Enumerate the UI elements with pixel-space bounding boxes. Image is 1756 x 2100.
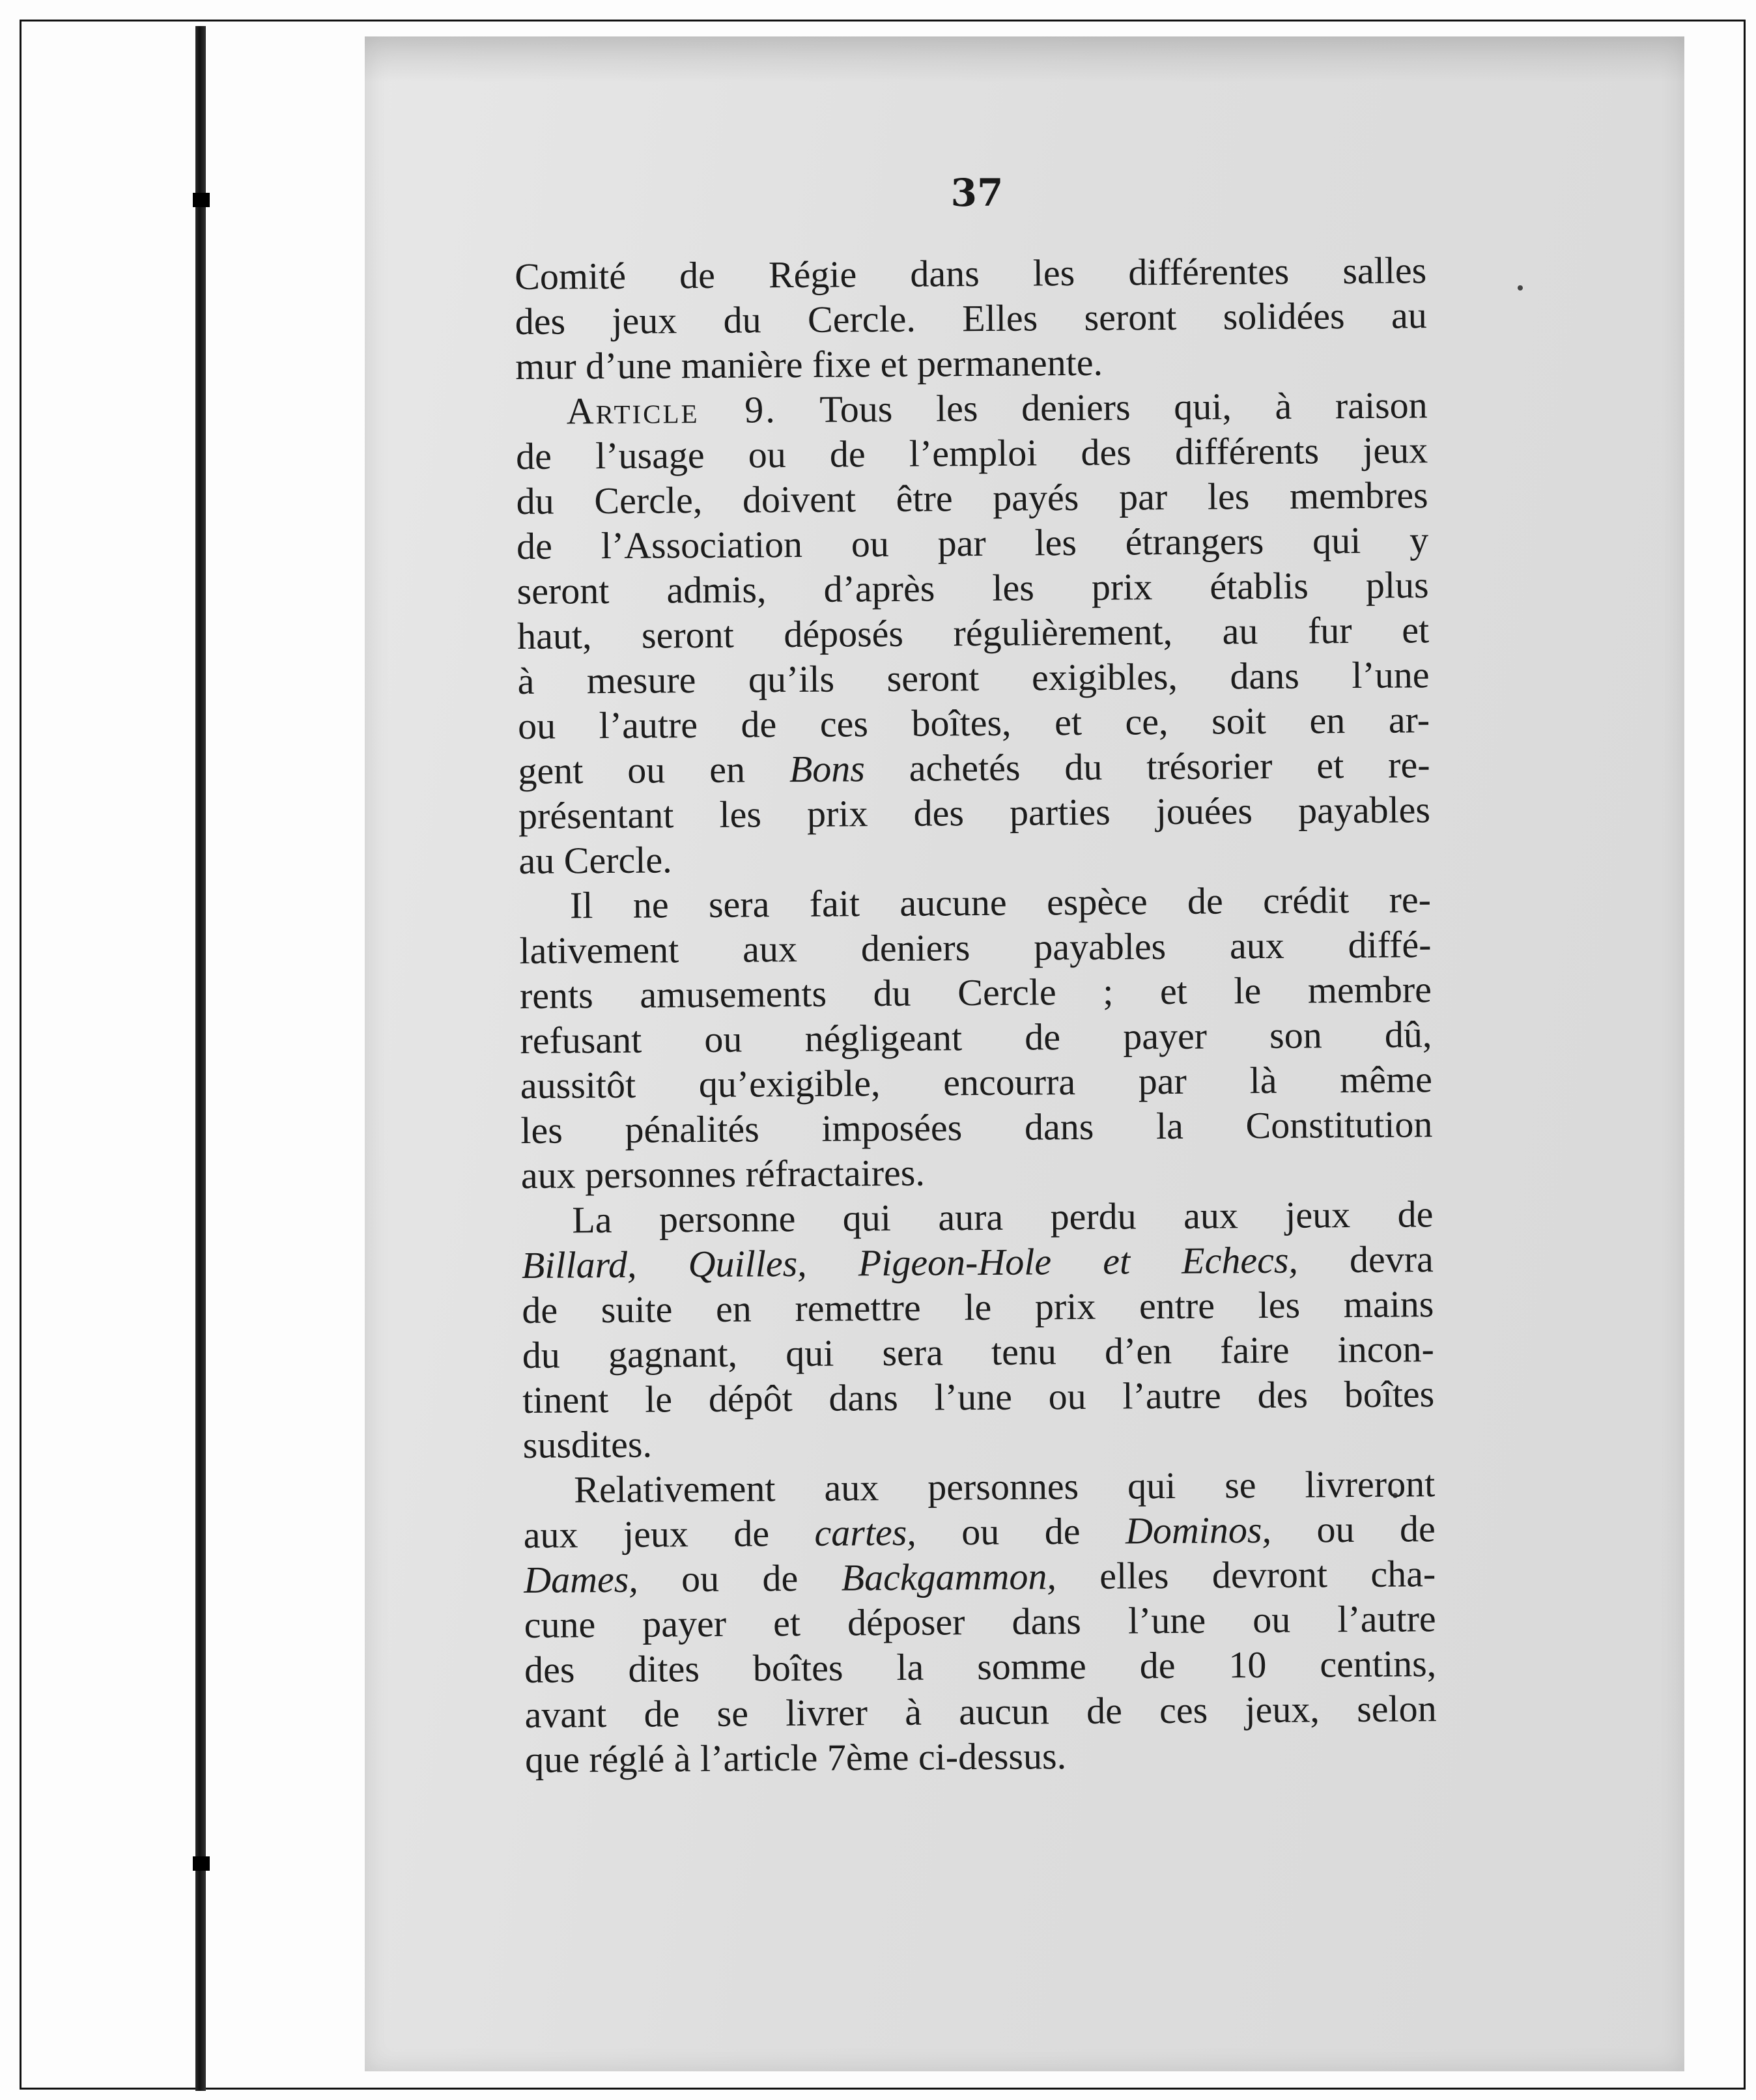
article-label: Article 9. [566,388,777,433]
text-line: haut, seront déposés régulièrement, au fur et [517,608,1430,657]
text-line: présentant les prix des parties jouées payables [518,788,1431,837]
text-line: Dames, ou de Backgammon, elles devront cha- [523,1552,1436,1601]
text-line: avant de se livrer à aucun de ces jeux, selon [524,1687,1437,1736]
text-line: à mesure qu’ils seront exigibles, dans l’une [517,653,1430,702]
text-line: des jeux du Cercle. Elles seront solidées au [515,294,1427,343]
text-line: rents amusements du Cercle ; et le membre [519,968,1432,1017]
text-line: tinent le dépôt dans l’une ou l’autre des boîtes [522,1372,1435,1421]
text-line: La personne qui aura perdu aux jeux de [572,1193,1434,1242]
text-line: aux personnes réfractaires. [520,1151,926,1197]
dust-speck [1518,285,1523,291]
page-number: 37 [950,171,1004,215]
text-line: des dites boîtes la somme de 10 centins, [524,1642,1437,1691]
text-line: les pénalités imposées dans la Constitution [520,1103,1433,1152]
text-line: de l’Association ou par les étrangers qui y [516,518,1429,567]
text-line: susdites. [522,1423,653,1466]
article-heading-line: Article 9. Tous les deniers qui, à raison [566,384,1428,433]
text-line: du gagnant, qui sera tenu d’en faire incon- [522,1327,1434,1376]
text-line: gent ou en Bons achetés du trésorier et re- [518,743,1430,792]
text-line: que réglé à l’article 7ème ci-dessus. [524,1735,1067,1781]
text-line: Comité de Régie dans les différentes salles [515,249,1427,298]
text-line: du Cercle, doivent être payés par les membres [516,474,1428,522]
text-line: cune payer et déposer dans l’une ou l’autre [524,1597,1436,1646]
text-line: ou l’autre de ces boîtes, et ce, soit en ar- [517,698,1430,747]
text-line: aussitôt qu’exigible, encourra par là même [520,1058,1433,1107]
text-line: Relativement aux personnes qui se livreront [574,1462,1436,1511]
text-line: Billard, Quilles, Pigeon-Hole et Echecs, devra [521,1238,1434,1286]
text-line: lativement aux deniers payables aux diffé- [519,923,1432,972]
binding-notch [193,1856,210,1871]
text-line: Il ne sera fait aucune espèce de crédit re- [569,878,1432,927]
binding-notch [193,193,210,207]
text-line: au Cercle. [518,838,672,882]
text-line: refusant ou négligeant de payer son dû, [520,1013,1432,1062]
text-line: aux jeux de cartes, ou de Dominos, ou de [523,1507,1436,1556]
body-text [515,248,1437,1782]
page-top-shadow [365,36,1684,82]
binding-edge [195,26,206,2091]
text-line: de l’usage ou de l’emploi des différents jeux [515,429,1428,477]
text-line: de suite en remettre le prix entre les mains [522,1283,1434,1331]
text-line: seront admis, d’après les prix établis plus [517,563,1429,612]
text-line: mur d’une manière fixe et permanente. [515,341,1103,388]
